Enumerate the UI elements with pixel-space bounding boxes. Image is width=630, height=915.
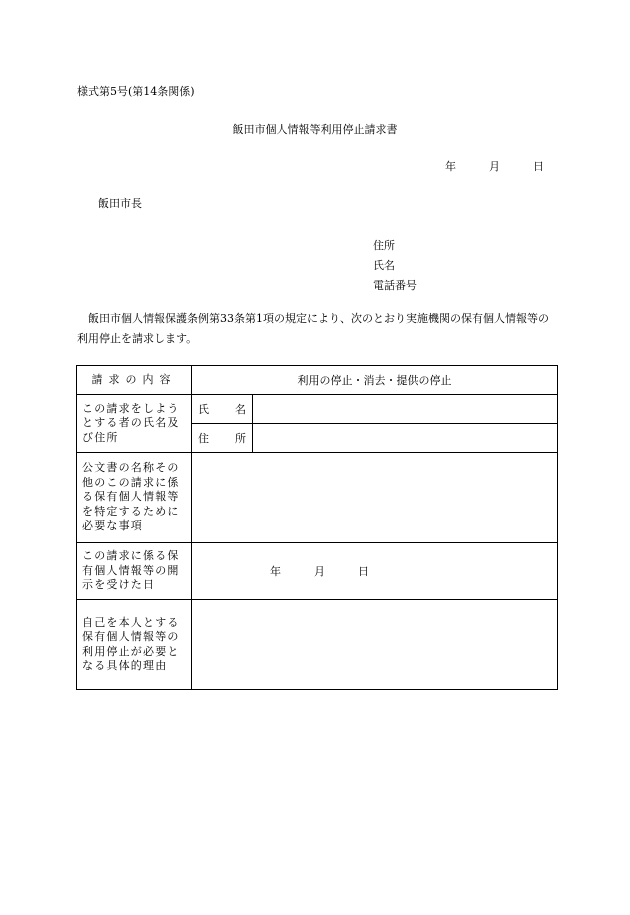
date-day: 日 — [533, 160, 544, 173]
requester-phone-label: 電話番号 — [373, 279, 417, 292]
document-identification-label: 公文書の名称その他のこの請求に係る保有個人情報等を特定するために必要な事項 — [77, 453, 192, 543]
date-year: 年 — [445, 160, 456, 173]
document-title: 飯田市個人情報等利用停止請求書 — [232, 123, 398, 136]
name-field[interactable] — [253, 395, 558, 424]
request-date — [445, 161, 544, 172]
requester-address-label: 住所 — [373, 239, 395, 252]
document-identification-field[interactable] — [192, 453, 558, 543]
requester-label: この請求をしようとする者の氏名及び住所 — [77, 395, 192, 453]
date-month: 月 — [489, 160, 500, 173]
address-label: 住所 — [192, 424, 253, 453]
reason-field[interactable] — [192, 600, 558, 690]
disclosure-year: 年 — [270, 565, 281, 578]
disclosure-month: 月 — [314, 565, 325, 578]
form-number: 様式第5号(第14条関係) — [77, 85, 195, 98]
address-field[interactable] — [253, 424, 558, 453]
request-content-label: 請求の内容 — [77, 366, 192, 395]
recipient: 飯田市長 — [98, 197, 142, 210]
name-label: 氏名 — [192, 395, 253, 424]
disclosure-date-field[interactable] — [192, 543, 558, 600]
disclosure-day: 日 — [358, 565, 369, 578]
requester-name-label: 氏名 — [373, 259, 395, 272]
request-form-table — [76, 365, 558, 690]
disclosure-date-label: この請求に係る保有個人情報等の開示を受けた日 — [77, 543, 192, 600]
requester-block — [373, 236, 417, 296]
request-content-value: 利用の停止・消去・提供の停止 — [192, 366, 558, 395]
reason-label: 自己を本人とする保有個人情報等の利用停止が必要となる具体的理由 — [77, 600, 192, 690]
intro-text: 飯田市個人情報保護条例第33条第1項の規定により、次のとおり実施機関の保有個人情報等の利用停止を請求します。 — [77, 312, 549, 345]
